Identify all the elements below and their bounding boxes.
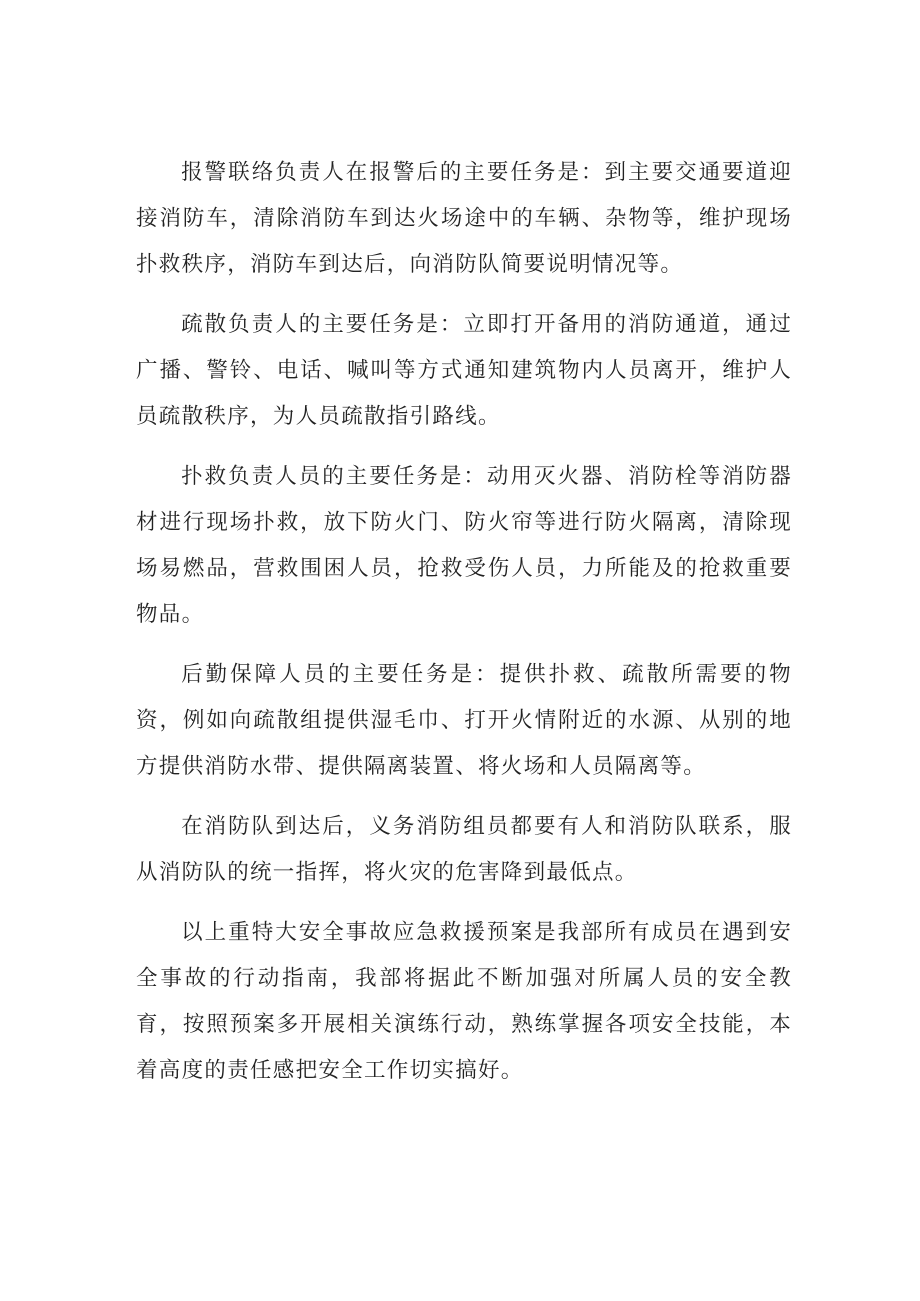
paragraph-alarm-liaison: 报警联络负责人在报警后的主要任务是：到主要交通要道迎接消防车，清除消防车到达火场途中的车辆、杂物等，维护现场扑救秩序，消防车到达后，向消防队简要说明情况等。 [136, 160, 792, 277]
paragraph-conclusion: 以上重特大安全事故应急救援预案是我部所有成员在遇到安全事故的行动指南，我部将据此不断加强对所属人员的安全教育，按照预案多开展相关演练行动，熟练掌握各项安全技能，本着高度的责任感把安全工作切实搞好。 [136, 920, 792, 1083]
paragraph-fire-brigade-arrival: 在消防队到达后，义务消防组员都要有人和消防队联系，服从消防队的统一指挥，将火灾的危害降到最低点。 [136, 814, 792, 885]
paragraph-evacuation: 疏散负责人的主要任务是：立即打开备用的消防通道，通过广播、警铃、电话、喊叫等方式通知建筑物内人员离开，维护人员疏散秩序，为人员疏散指引路线。 [136, 312, 792, 429]
paragraph-logistics: 后勤保障人员的主要任务是：提供扑救、疏散所需要的物资，例如向疏散组提供湿毛巾、打开火情附近的水源、从别的地方提供消防水带、提供隔离装置、将火场和人员隔离等。 [136, 662, 792, 779]
document-body [136, 150, 792, 1108]
paragraph-firefighting: 扑救负责人员的主要任务是：动用灭火器、消防栓等消防器材进行现场扑救，放下防火门、防火帘等进行防火隔离，清除现场易燃品，营救围困人员，抢救受伤人员，力所能及的抢救重要物品。 [136, 464, 792, 627]
